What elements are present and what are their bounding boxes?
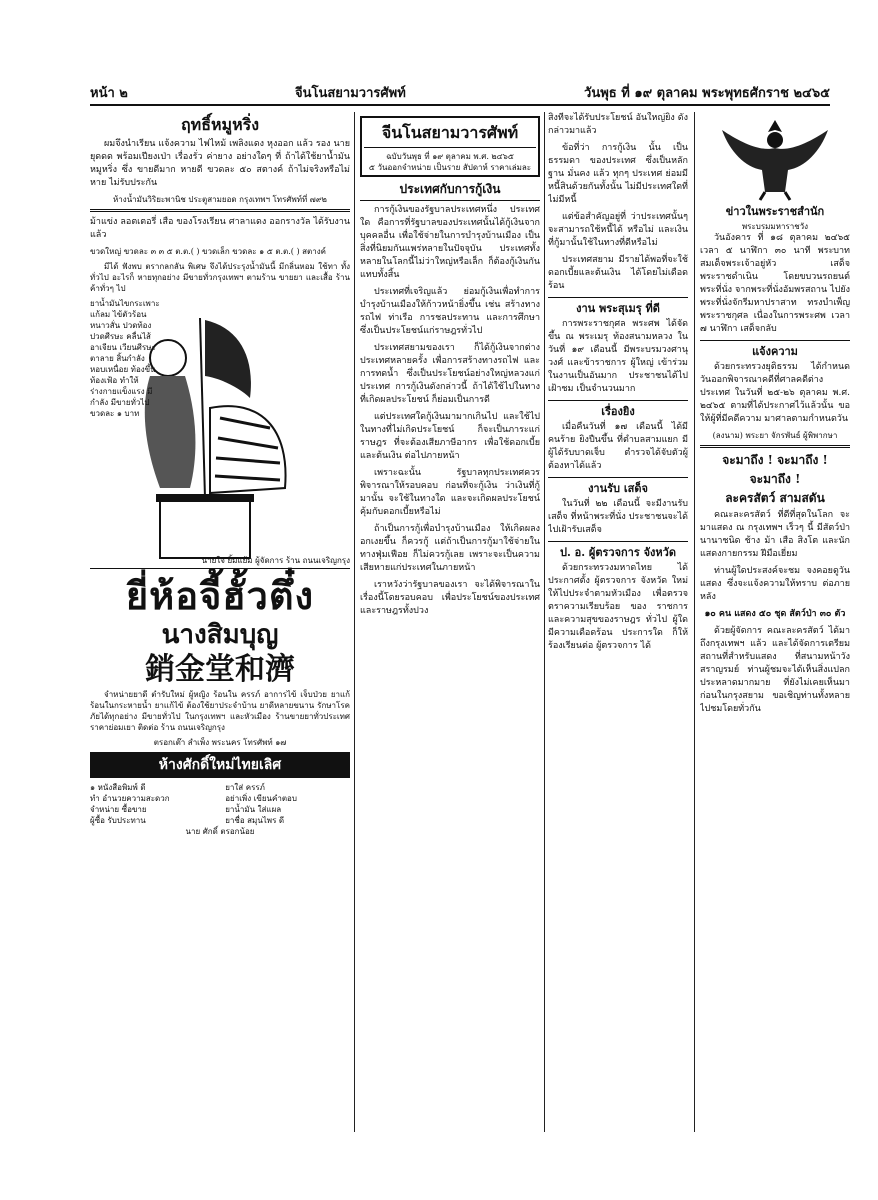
column-rule (544, 112, 545, 1132)
circus-text-3: ด้วยผู้จัดการ คณะละครสัตว์ ได้มาถึงกรุงเทพฯ แล้ว และได้จัดการเตรียมสถานที่สำหรับแสดง ที่สนามหน้าวังสราญรมย์ ท่านผู้ชมจะได้เห็นสิ่งแปลกประหลาดมากมาย ที่ยังไม่เคยเห็นมาก่อนในกรุงสยาม ขอเชิญท่านทั้งหลาย ไปชมโดยทั่วกัน (700, 626, 850, 714)
circus-text: คณะละครสัตว์ ที่ดีที่สุดในโลก จะมาแสดง ณ กรุงเทพฯ เร็วๆ นี้ มีสัตว์ป่านานาชนิด ช้าง ม้า เสือ สิงโต และนักแสดงกายกรรม ฝีมือเยี่ยม (700, 510, 850, 559)
section-text: ในวันที่ ๒๒ เดือนนี้ จะมีงานรับเสด็จ ที่หน้าพระที่นั่ง ประชาชนจะได้ไปเฝ้ารับเสด็จ (548, 499, 688, 535)
masthead: จีนโนสยามวารศัพท์ (381, 123, 519, 142)
list-item: จำหน่าย ซื้อขาย (90, 805, 147, 814)
column-rule (354, 112, 355, 1132)
garuda-icon (700, 112, 850, 202)
editorial-paragraph: เพราะฉะนั้น รัฐบาลทุกประเทศควรพิจารณาให้รอบคอบ ก่อนที่จะกู้เงิน ว่าเงินที่กู้มานั้น จะใช้ในทางใด และจะเกิดผลประโยชน์คุ้มกับดอกเบี้ยหรือไม่ (360, 468, 540, 517)
divider (364, 147, 536, 148)
garuda-emblem (700, 112, 850, 202)
shop-list-right (225, 782, 350, 826)
editorial-paragraph: เราหวังว่ารัฐบาลของเรา จะได้พิจารณาในเรื่องนี้โดยรอบคอบ เพื่อประโยชน์ของประเทศและราษฎรทั้งปวง (360, 580, 540, 616)
list-item: ทำ อำนวยความสะดวก (90, 794, 170, 803)
divider (548, 477, 688, 478)
list-item: อย่าเพิ่ง เขียนคำตอบ (225, 794, 297, 803)
royal-news-subtitle: พระบรมมหาราชวัง (741, 222, 809, 231)
section-heading: งาน พระสุเมรุ ที่ดี (576, 302, 660, 315)
section-text: ด้วยกระทรวงมหาดไทย ได้ประกาศตั้ง ผู้ตรวจการ จังหวัด ใหม่ ให้ไปประจำตามหัวเมือง เพื่อตรวจตราความเรียบร้อย ของ ราชการ และความสุขของราษฎร ทั่วไป ผู้ใดมีความเดือดร้อน ประการใด ก็ให้ร้องเรียนต่อ ผู้ตรวจการ ได้ (548, 563, 688, 651)
illustration-ad (90, 298, 350, 569)
editorial-paragraph: ประเทศสยามของเรา ก็ได้กู้เงินจากต่างประเทศหลายครั้ง เพื่อการสร้างทางรถไฟ และการทดน้ำ ซึ่งเป็นประโยชน์อย่างใหญ่หลวงแก่ประเทศ การกู้เงินดังกล่าวนี้ ถ้าได้ใช้ไปในทางที่เกิดผลประโยชน์ ก็ย่อมเป็นการดี (360, 343, 540, 405)
ad-brand-name: ยี่ห้อจี้ฮั้วตึ๋ง (125, 573, 315, 618)
notice-signature: ห้างน้ำมันวิริยะพานิช ประตูสามยอด กรุงเทพฯ โทรศัพท์ที่ ๗๙๒ (113, 195, 327, 204)
notice-heading: แจ้งความ (752, 345, 798, 358)
list-item: ผู้ซื้อ รับประทาน (90, 816, 146, 825)
section-text: เมื่อคืนวันที่ ๑๗ เดือนนี้ ได้มีคนร้าย ยิงปืนขึ้น ที่ตำบลสามแยก มีผู้ได้รับบาดเจ็บ ตำรวจได้จับตัวผู้ต้องหาได้แล้ว (548, 422, 688, 471)
notice-body: ด้วยกระทรวงยุติธรรม ได้กำหนดวันออกพิจารณาคดีที่ศาลคดีต่างประเทศ ในวันที่ ๒๕-๒๖ ตุลาคม พ.ศ. ๒๔๖๕ ตามที่ได้ประกาศไว้แล้วนั้น ขอให้ผู้ที่มีคดีความ มาศาลตามกำหนดวัน (700, 362, 850, 424)
lottery-line: ม้าแข่ง ลอตเตอรี่ เสือ ของโรงเรียน ศาลาแดง ออกรางวัล ได้รับงานแล้ว (90, 217, 350, 240)
page-header (90, 80, 830, 106)
divider (360, 200, 540, 201)
lottery-text: มีได้ ฟังพบ ตรากลกลัน พิเศษ จึงได้ประรุงน้ำมันนี้ มีกลิ่นหอม ใช้ทา ทั้งทั่วไป อะไรก็ หายทุกอย่าง มีขายทั่วกรุงเทพฯ ตามร้าน ขายยา และเสื้อ ร้านค้าทั่วๆ ไป (90, 262, 350, 293)
divider (700, 340, 850, 341)
list-item: ยาใส่ ครรภ์ (225, 783, 265, 792)
royal-news-text: วันอังคาร ที่ ๑๘ ตุลาคม ๒๔๖๕ เวลา ๕ นาฬิกา ๓๐ นาที พระบาทสมเด็จพระเจ้าอยู่หัว เสด็จพระราชดำเนิน โดยขบวนรถยนต์พระที่นั่ง จากพระที่นั่งอัมพรสถาน ไปยังพระที่นั่งจักรีมหาปราสาท ทรงบำเพ็ญพระราชกุศล เนื่องในการพระศพ เวลา ๗ นาฬิกา เสด็จกลับ (700, 233, 850, 334)
shop-list-left (90, 782, 215, 826)
notice-text: ผมจึงนำเรียน แจ้งความ ไฟไหม้ เพลิงแดง หุงออก แล้ว รอง นาย ยุดดด พร้อมเปียงเป่า เรื่องรั่ว ค่ายาง อย่างใดๆ ที่ ถ้าได้ใช้ยาน้ำมันหมูหริ่ง ซึ่ง ขายดีมาก หายดี ขวดละ ๕๐ สตางค์ ถ้าไม่จริงหรือไม่หาย ไม่รับประกัน (90, 139, 350, 188)
royal-news-title: ข่าวในพระราชสำนัก (725, 205, 825, 218)
list-item: ๑ หนังสือพิมพ์ ดี (90, 783, 146, 792)
circus-text-2: ท่านผู้ใดประสงค์จะชม จงคอยดูวันแสดง ซึ่งจะแจ้งความให้ทราบ ต่อภายหลัง (700, 566, 850, 602)
column-2 (360, 112, 540, 1132)
ad-shop-name: นางสิมบุญ (161, 620, 279, 650)
column-1 (90, 112, 350, 1132)
circus-stats: ๑๐ คน แสดง ๕๐ ชุด สัตว์ป่า ๓๐ ตัว (704, 609, 846, 619)
shop-list-signature: นาย ศักดิ์ ตรอกน้อย (185, 827, 255, 836)
notice-title: ฤทธิ์หมูหริ่ง (180, 115, 260, 134)
illustration-side-text: ยาน้ำมันไขกระเพาะ แก้ลม ไข้ตัวร้อน หนาวสั่น ปวดท้อง ปวดศีรษะ คลื่นไส้ อาเจียน เวียนศีรษะ ตาลาย สิ้นกำลัง หอบเหนื่อย ท้องขึ้น ท้องเฟ้อ ทำให้ร่างกายแข็งแรง มีกำลัง มีขายทั่วไป ขวดละ ๑ บาท (90, 299, 160, 418)
section-heading: เรื่องยิง (601, 405, 635, 418)
ad-signature: ตรอกเต๊า สำเพ็ง พระนคร โทรศัพท์ ๑๗ (153, 738, 287, 747)
section-heading: ป. อ. ผู้ตรวจการ จังหวัด (560, 546, 676, 559)
column-4 (700, 112, 850, 1132)
coming-headline-2: จะมาถึง ! (749, 472, 801, 486)
article-paragraph: สิ่งที่จะได้รับประโยชน์ อันใหญ่ยิ่ง ดังกล่าวมาแล้ว (548, 113, 688, 136)
editorial-paragraph: ประเทศที่เจริญแล้ว ย่อมกู้เงินเพื่อทำการบำรุงบ้านเมืองให้ก้าวหน้ายิ่งขึ้น เช่น สร้างทางรถไฟ ท่าเรือ การชลประทาน และการศึกษา ซึ่งเป็นประโยชน์แก่ราษฎรทั่วไป (360, 287, 540, 336)
ad-chinese-name: 銷金堂和濟 (145, 652, 295, 687)
masthead-date: ฉบับวันพุธ ที่ ๑๙ ตุลาคม พ.ศ. ๒๔๖๕ (386, 152, 514, 161)
divider (548, 400, 688, 401)
editorial-paragraph: แต่ประเทศใดกู้เงินมามากเกินไป และใช้ไปในทางที่ไม่เกิดประโยชน์ ก็จะเป็นภาระแก่ราษฎร ที่จะต้องเสียภาษีอากร เพื่อใช้ดอกเบี้ยและต้นเงิน ต่อไปภายหน้า (360, 412, 540, 461)
list-item: ยาน้ำมัน ใส่แผล (225, 805, 282, 814)
article-paragraph: ข้อที่ว่า การกู้เงิน นั้น เป็นธรรมดา ของประเทศ ซึ่งเป็นหลักฐาน มั่นคง แล้ว ทุกๆ ประเทศ ย่อมมีหนี้สินด้วยกันทั้งนั้น ไม่มีประเทศใดที่ไม่มีหนี้ (548, 143, 688, 205)
article-paragraph: แต่ข้อสำคัญอยู่ที่ ว่าประเทศนั้นๆ จะสามารถใช้หนี้ได้ หรือไม่ และเงินที่กู้มานั้นใช้ในทางที่ดีหรือไม่ (548, 212, 688, 248)
article-paragraph: ประเทศสยาม มีรายได้พอที่จะใช้ดอกเบี้ยและต้นเงิน ได้โดยไม่เดือดร้อน (548, 255, 688, 291)
illustration-caption: นายใจ ยิ้มแย้ม ผู้จัดการ ร้าน ถนนเจริญกรุง (201, 556, 350, 565)
editorial-paragraph: การกู้เงินของรัฐบาลประเทศหนึ่ง ประเทศใด คือการที่รัฐบาลของประเทศนั้นได้กู้เงินจากบุคคลอื่น เพื่อใช้จ่ายในการบำรุงบ้านเมือง เป็นสิ่งที่นิยมกันแพร่หลายในปัจจุบัน ประเทศทั้งหลายในโลกนี้ไม่ว่าใหญ่หรือเล็ก ก็ต้องกู้เงินกันแทบทั้งสิ้น (360, 205, 540, 280)
section-heading: งานรับ เสด็จ (588, 482, 648, 495)
divider (548, 541, 688, 542)
column-3 (548, 112, 688, 1132)
ad-text: จำหน่ายยาดี ตำรับใหม่ ผู้หญิง ร้อนใน ครรภ์ อาการไข้ เจ็บป่วย ยาแก้ ร้อนในกระหายน้ำ ยาแก้ไข้ ต้องใช้ยาประจำบ้าน ยาดีหลายขนาน รักษาโรคภัยได้ทุกอย่าง มีขายทั่วไป ในกรุงเทพฯ และหัวเมือง ร้านขายยาทั่วประเทศ ราคาย่อมเยา ติดต่อ ร้าน ถนนเจริญกรุง (90, 690, 350, 732)
circus-title: ละครสัตว์ สามสดัน (725, 491, 825, 505)
editorial-paragraph: ถ้าเป็นการกู้เพื่อบำรุงบ้านเมือง ให้เกิดผลงอกเงยขึ้น ก็ควรกู้ แต่ถ้าเป็นการกู้มาใช้จ่ายในทางฟุ่มเฟือย ก็ไม่ควรกู้เลย เพราะจะเป็นความเสียหายแก่ประเทศในภายหน้า (360, 524, 540, 573)
divider (700, 445, 850, 448)
divider (90, 209, 350, 212)
divider (548, 297, 688, 298)
paper-name: จีนโนสยามวารศัพท์ (295, 86, 406, 101)
notice-signature: (ลงนาม) พระยา จักรพันธ์ ผู้พิพากษา (712, 431, 838, 440)
lottery-subline: ขวดใหญ่ ขวดละ ๓ ๓ ๕ ต.ต.( ) ขวดเล็ก ขวดละ ๑ ๕ ต.ต.( ) สตางค์ (90, 247, 326, 256)
shop-banner: ห้างศักดิ์ใหม่ไทยเลิศ (90, 752, 350, 778)
page-number: หน้า ๒ (90, 86, 128, 101)
shop-list (90, 782, 350, 826)
list-item: ยาชื่อ สมุนไพร ดี (225, 816, 285, 825)
section-text: การพระราชกุศล พระศพ ได้จัดขึ้น ณ พระเมรุ ท้องสนามหลวง ในวันที่ ๑๙ เดือนนี้ มีพระบรมวงศานุวงศ์ และข้าราชการ ผู้ใหญ่ เข้าร่วมในงานเป็นอันมาก ประชาชนได้ไปเฝ้าชม เป็นจำนวนมาก (548, 319, 688, 394)
masthead-sub: ๕ วันออกจำหน่าย เป็นราย สัปดาห์ ราคาเล่มละ (368, 163, 532, 172)
masthead-box (360, 116, 540, 177)
issue-date: วันพุธ ที่ ๑๙ ตุลาคม พระพุทธศักราช ๒๔๖๕ (584, 86, 830, 101)
coming-headline: จะมาถึง ! จะมาถึง ! (722, 453, 828, 467)
column-rule (694, 112, 695, 1132)
editorial-headline: ประเทศกับการกู้เงิน (399, 182, 501, 196)
